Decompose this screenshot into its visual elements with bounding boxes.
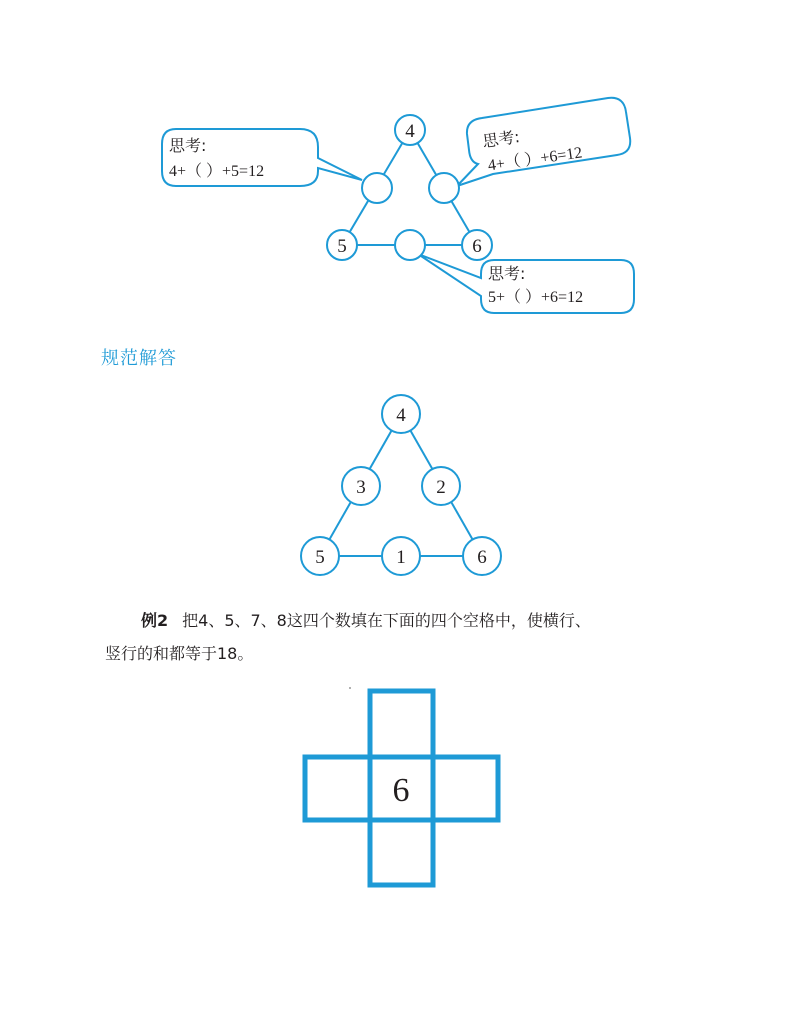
example-line-1 xyxy=(105,604,705,637)
answer-value-left-middle: 3 xyxy=(356,477,366,498)
cross-cell-right xyxy=(433,757,498,820)
puzzle-node-right-middle xyxy=(429,173,459,203)
answer-value-bottom-left: 5 xyxy=(315,547,325,568)
hint-bubble-3-title: 思考: xyxy=(488,264,526,283)
cross-cell-left xyxy=(305,757,370,820)
hint-bubble-2-title: 思考: xyxy=(481,127,521,152)
cross-cell-bottom xyxy=(370,820,433,885)
puzzle-value-bottom-left: 5 xyxy=(337,236,347,257)
puzzle-node-bottom-middle xyxy=(395,230,425,260)
example-text-line-1: 把4、5、7、8这四个数填在下面的四个空格中，使横行、 xyxy=(182,611,591,630)
answer-value-right-middle: 2 xyxy=(436,477,446,498)
cross-value-center: 6 xyxy=(392,772,410,809)
answer-value-top: 4 xyxy=(396,405,406,426)
puzzle-value-bottom-right: 6 xyxy=(472,236,482,257)
hint-bubble-3-equation: 5+（ ）+6=12 xyxy=(488,289,584,306)
puzzle-value-top: 4 xyxy=(405,121,415,142)
example-problem xyxy=(105,604,705,670)
hint-bubble-2-equation: 4+（ ）+6=12 xyxy=(486,144,584,175)
cross-cell-top xyxy=(370,691,433,757)
puzzle-diagram xyxy=(0,0,800,330)
hint-bubble-1-title: 思考: xyxy=(169,136,207,155)
example-text-line-2: 竖行的和都等于18。 xyxy=(105,644,254,663)
answer-value-bottom-right: 6 xyxy=(477,547,487,568)
cross-grid xyxy=(0,680,800,910)
puzzle-node-left-middle xyxy=(362,173,392,203)
answer-diagram xyxy=(0,390,800,590)
hint-bubble-1-equation: 4+（ ）+5=12 xyxy=(169,163,265,180)
example-label: 例2 xyxy=(141,611,169,630)
answer-value-bottom-middle: 1 xyxy=(396,547,406,568)
section-heading: 规范解答 xyxy=(101,348,177,369)
